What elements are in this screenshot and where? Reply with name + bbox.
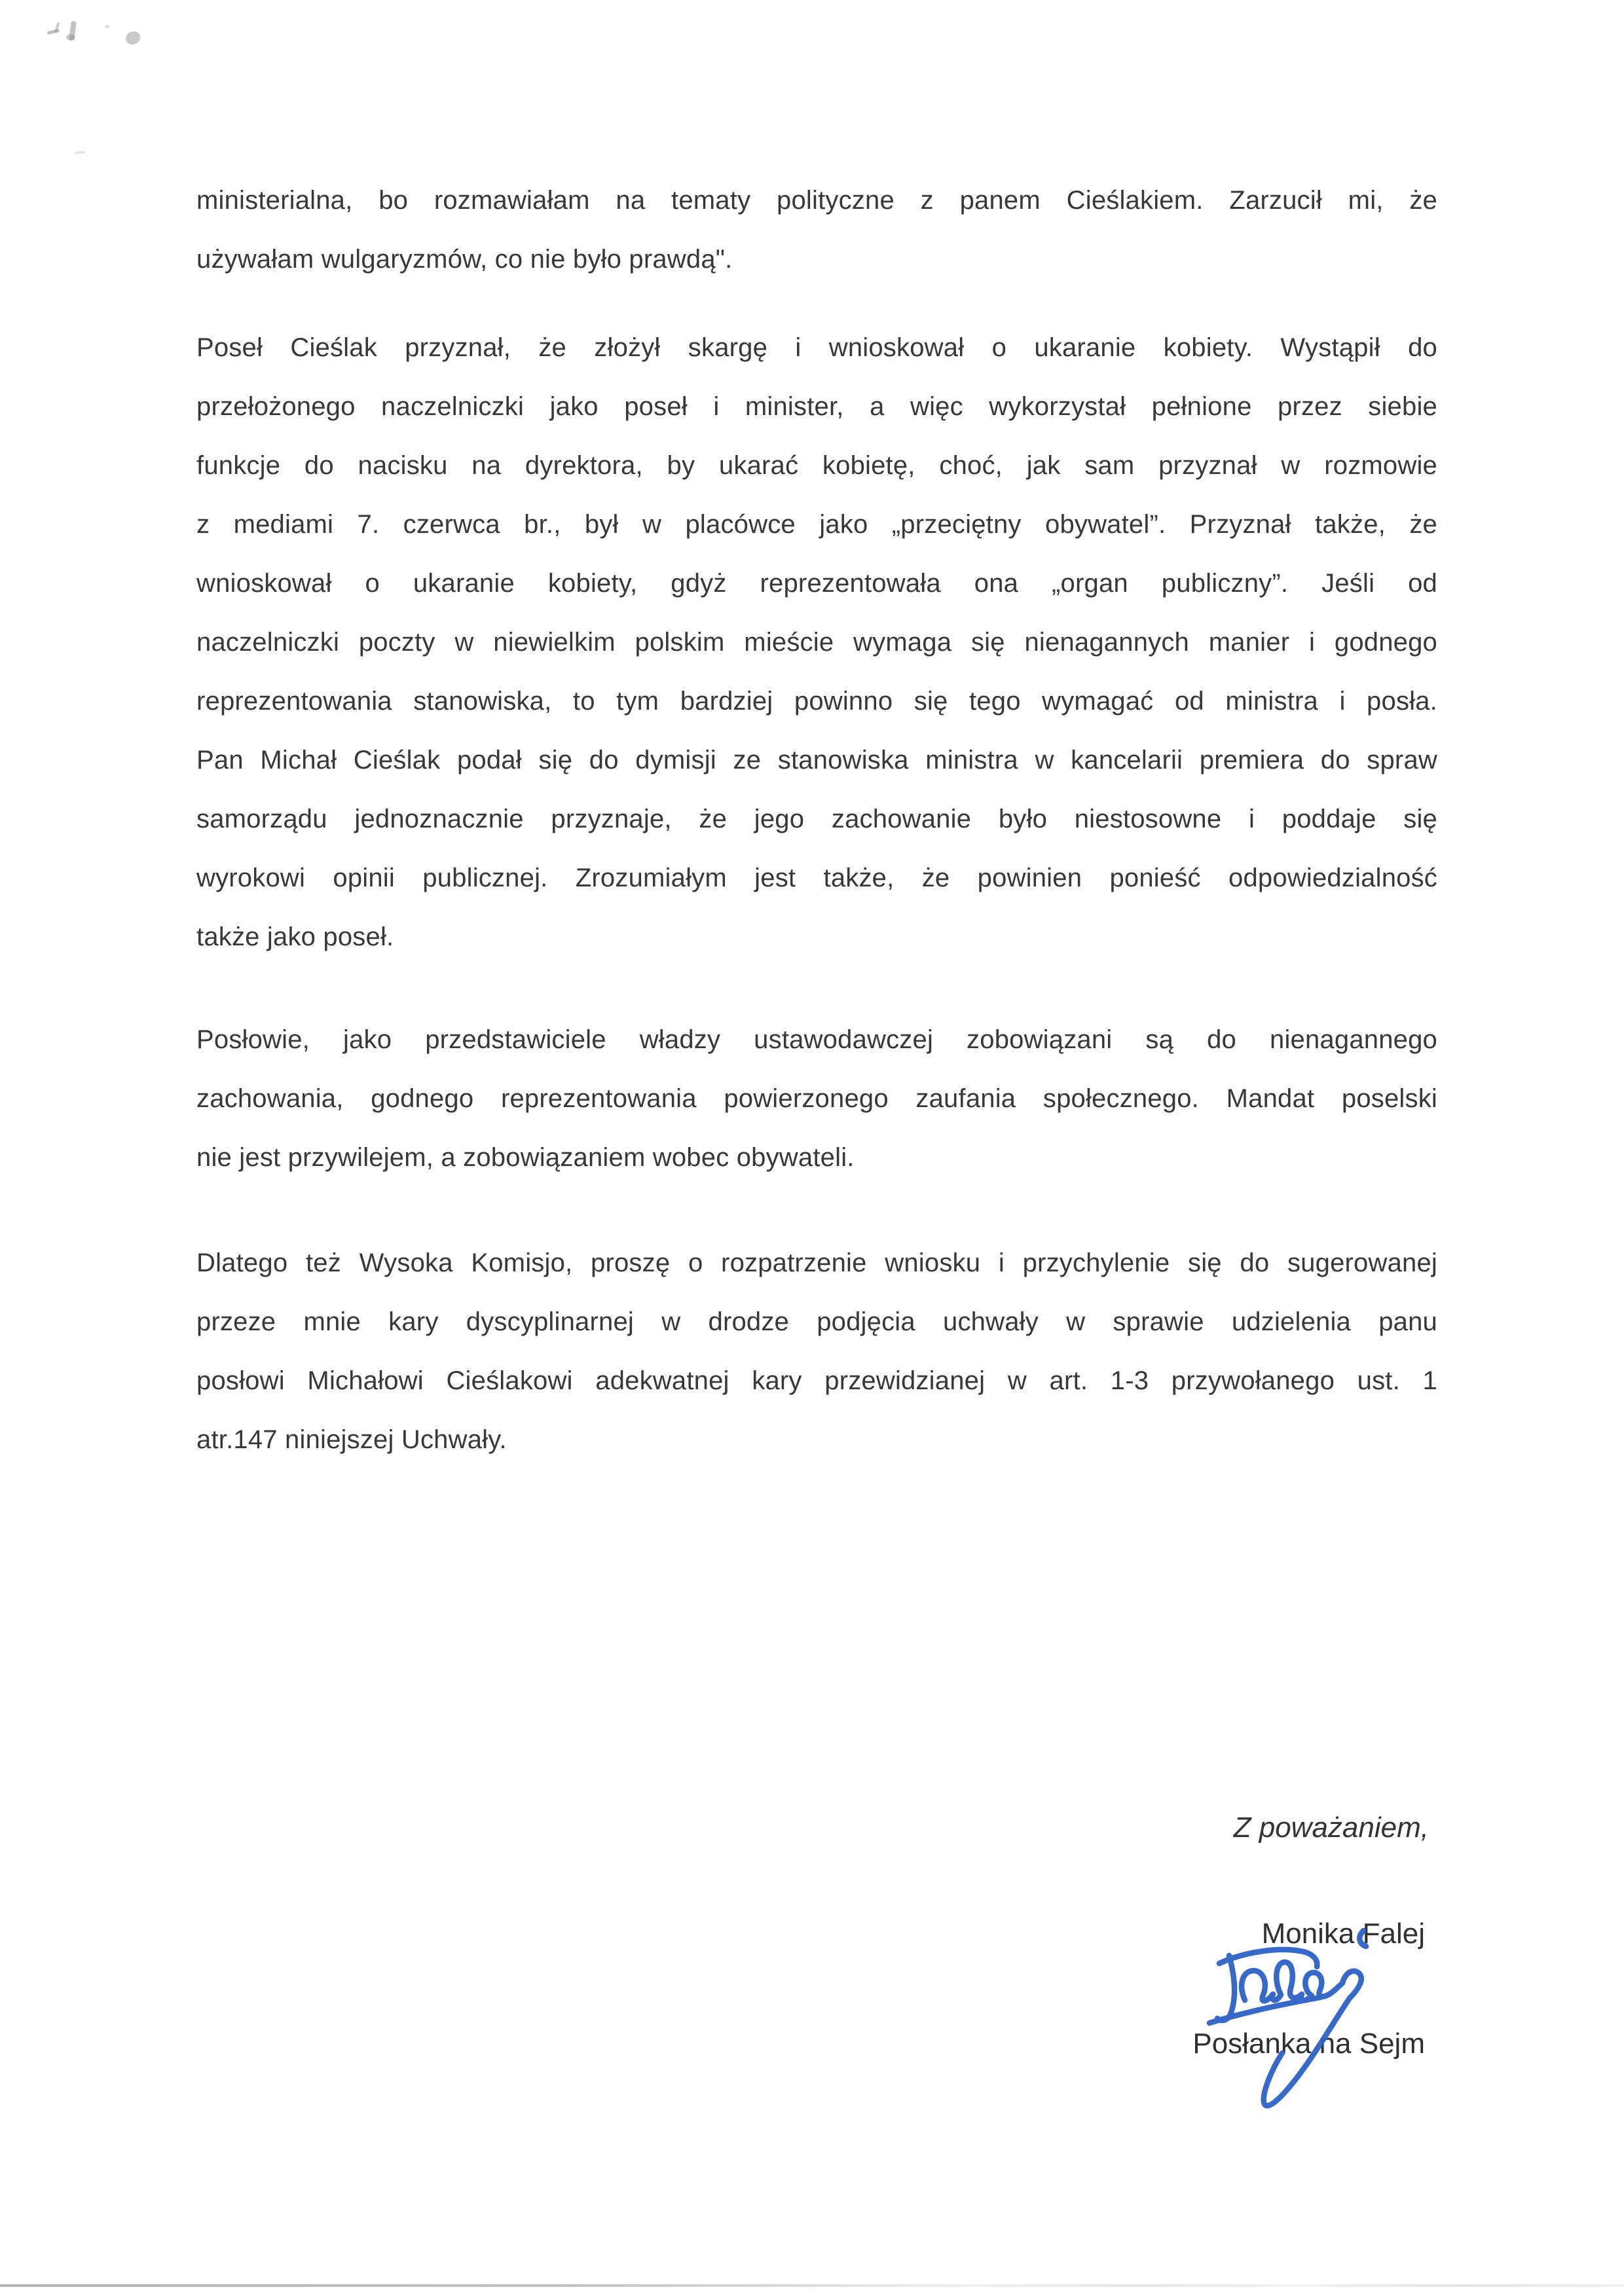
body-line: przeze mnie kary dyscyplinarnej w drodze podjęcia uchwały w sprawie udzielenia panu: [196, 1307, 1437, 1336]
paragraph-1: [196, 171, 1437, 289]
signer-name: Monika Falej: [1261, 1918, 1425, 1950]
body-line: z mediami 7. czerwca br., był w placówce jako „przeciętny obywatel”. Przyznał także, że: [196, 510, 1437, 539]
body-line: atr.147 niniejszej Uchwały.: [196, 1425, 507, 1454]
body-line: reprezentowania stanowiska, to tym bardziej powinno się tego wymagać od ministra i posła.: [196, 687, 1437, 716]
signature-handwritten-icon: [1166, 1912, 1401, 2187]
body-line: Dlatego też Wysoka Komisjo, proszę o rozpatrzenie wniosku i przychylenie się do sugerowanej: [196, 1248, 1437, 1277]
body-line: Posłowie, jako przedstawiciele władzy ustawodawczej zobowiązani są do nienagannego: [196, 1025, 1437, 1054]
signer-title: Posłanka na Sejm: [1192, 2028, 1425, 2060]
signature-stroke: [1242, 1962, 1342, 2001]
body-line: samorządu jednoznacznie przyznaje, że jego zachowanie było niestosowne i poddaje się: [196, 805, 1437, 833]
scan-smudge: [47, 29, 60, 35]
body-line: Poseł Cieślak przyznał, że złożył skargę i wnioskował o ukaranie kobiety. Wystąpił do: [196, 333, 1437, 362]
scan-smudge: [66, 34, 75, 41]
body-line: także jako poseł.: [196, 922, 394, 951]
scan-edge-artifact: [0, 2284, 1624, 2287]
body-line: zachowania, godnego reprezentowania powierzonego zaufania społecznego. Mandat poselski: [196, 1084, 1437, 1113]
body-line: ministerialna, bo rozmawiałam na tematy polityczne z panem Cieślakiem. Zarzucił mi, że: [196, 186, 1437, 215]
body-line: posłowi Michałowi Cieślakowi adekwatnej kary przewidzianej w art. 1-3 przywołanego ust. 1: [196, 1366, 1437, 1395]
paragraph-2: [196, 318, 1437, 966]
body-line: używałam wulgaryzmów, co nie było prawdą".: [196, 245, 733, 274]
closing-salutation: Z poważaniem,: [1233, 1812, 1429, 1844]
paragraph-4: [196, 1233, 1437, 1469]
scan-smudge: [105, 25, 109, 28]
paragraph-3: [196, 1010, 1437, 1187]
signature-stroke: [1359, 1931, 1366, 1946]
scan-smudge: [75, 151, 85, 155]
scan-smudge: [126, 31, 140, 45]
body-line: przełożonego naczelniczki jako poseł i minister, a więc wykorzystał pełnione przez siebie: [196, 392, 1437, 421]
body-line: nie jest przywilejem, a zobowiązaniem wobec obywateli.: [196, 1143, 855, 1172]
letter-body: [196, 171, 1437, 1469]
body-line: wyrokowi opinii publicznej. Zrozumiałym jest także, że powinien ponieść odpowiedzialność: [196, 864, 1437, 892]
body-line: funkcje do nacisku na dyrektora, by ukarać kobietę, choć, jak sam przyznał w rozmowie: [196, 451, 1437, 480]
body-line: Pan Michał Cieślak podał się do dymisji ze stanowiska ministra w kancelarii premiera do spraw: [196, 746, 1437, 774]
body-line: naczelniczki poczty w niewielkim polskim mieście wymaga się nienagannych manier i godnego: [196, 628, 1437, 657]
body-line: wnioskował o ukaranie kobiety, gdyż reprezentowała ona „organ publiczny”. Jeśli od: [196, 569, 1437, 598]
